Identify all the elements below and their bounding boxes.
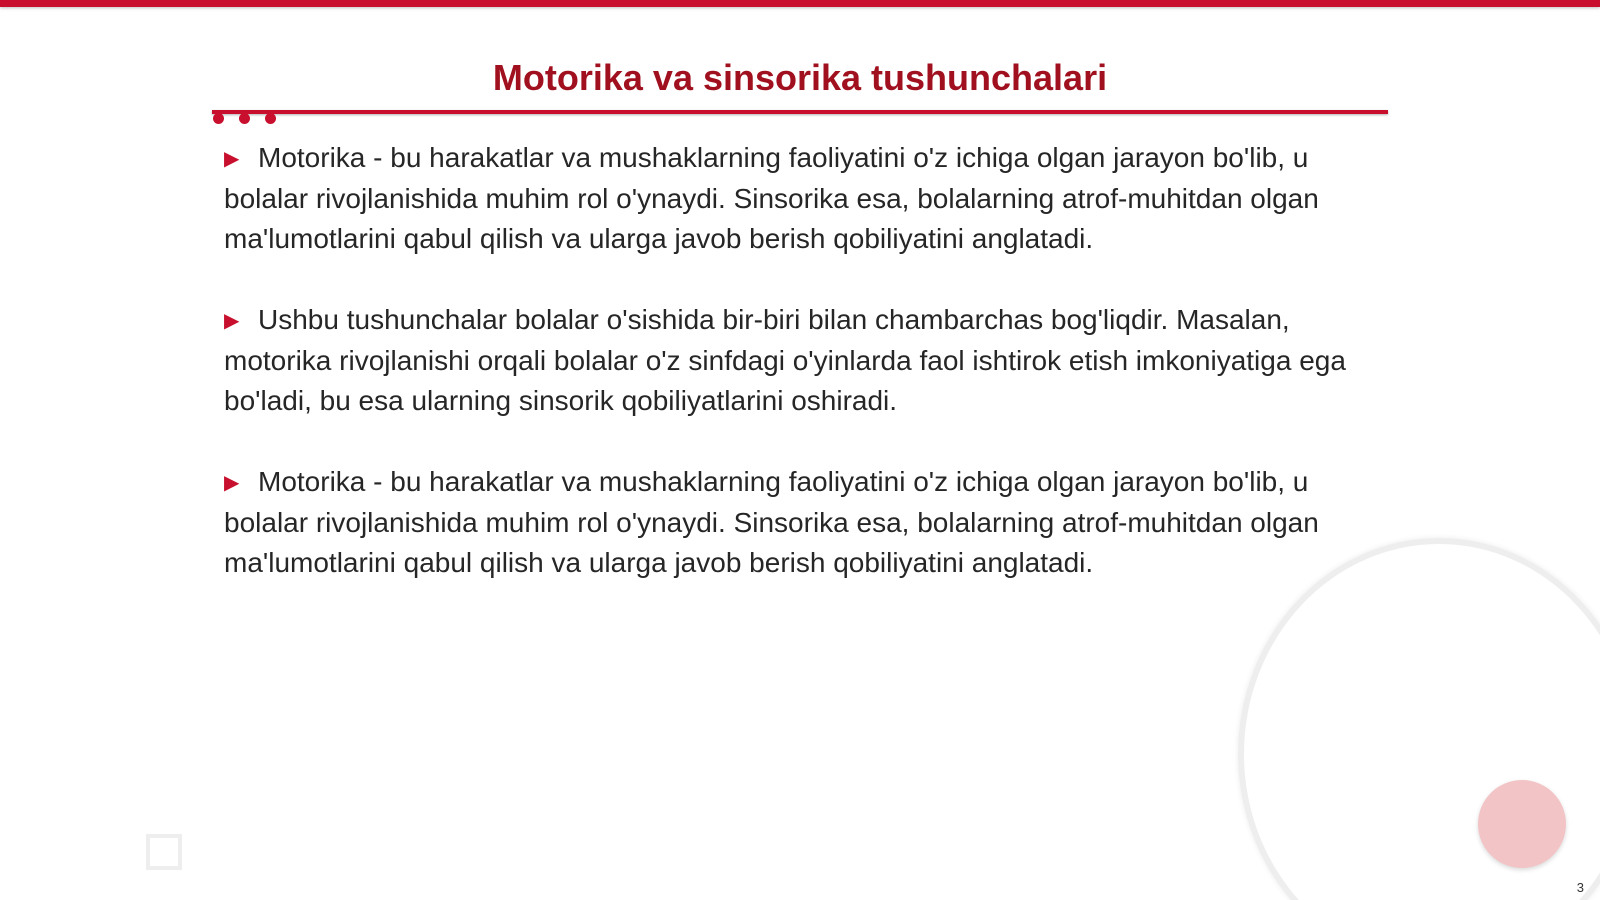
bullet-list (224, 138, 1374, 624)
bullet-paragraph-1 (224, 138, 1374, 259)
page-number: 3 (1576, 880, 1584, 895)
paragraph-text: Motorika - bu harakatlar va mushaklarning faoliyatini o'z ichiga olgan jarayon bo'lib, u bolalar rivojlanishida muhim rol o'ynaydi. Sinsorika esa, bolalarning atrof-muhitdan olgan ma'lumotlarini qabul qilish va ularga javob berish qobiliyatini anglatadi. (224, 466, 1319, 578)
bullet-arrow-icon: ▶ (224, 148, 240, 170)
decor-dot (265, 113, 276, 124)
slide-title: Motorika va sinsorika tushunchalari (492, 57, 1108, 98)
top-accent-bar (0, 0, 1600, 7)
bullet-paragraph-3 (224, 462, 1374, 583)
bullet-arrow-icon: ▶ (224, 472, 240, 494)
decor-pink-circle (1478, 780, 1566, 868)
bullet-arrow-icon: ▶ (224, 310, 240, 332)
decor-square (146, 834, 182, 870)
title-underline (212, 110, 1388, 114)
paragraph-text: Ushbu tushunchalar bolalar o'sishida bir-biri bilan chambarchas bog'liqdir. Masalan, motorika rivojlanishi orqali bolalar o'z sinfdagi o'yinlarda faol ishtirok etish imkoniyatiga ega bo'ladi, bu esa ularning sinsorik qobiliyatlarini oshiradi. (224, 304, 1346, 416)
decor-dot (239, 113, 250, 124)
decor-dot (213, 113, 224, 124)
bullet-paragraph-2 (224, 300, 1374, 421)
paragraph-text: Motorika - bu harakatlar va mushaklarning faoliyatini o'z ichiga olgan jarayon bo'lib, u bolalar rivojlanishida muhim rol o'ynaydi. Sinsorika esa, bolalarning atrof-muhitdan olgan ma'lumotlarini qabul qilish va ularga javob berish qobiliyatini anglatadi. (224, 142, 1319, 254)
